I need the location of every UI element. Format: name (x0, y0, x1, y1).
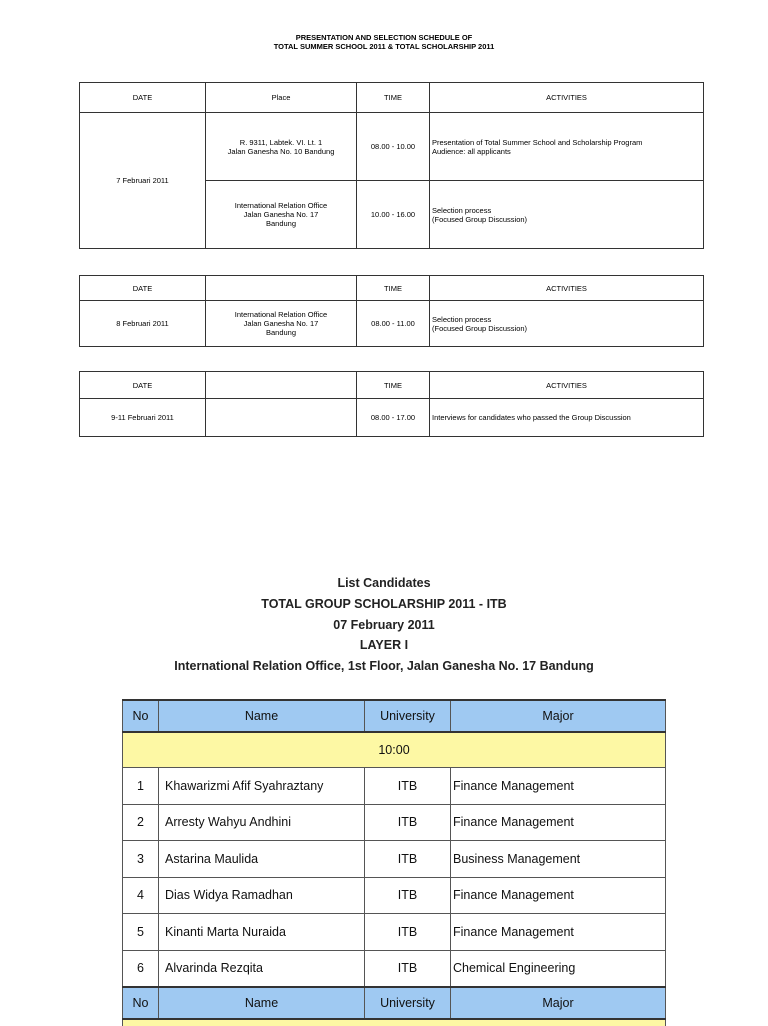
cell-no: 6 (123, 950, 159, 987)
activity-line: Audience: all applicants (432, 146, 511, 156)
schedule-table-2 (79, 275, 704, 347)
column-no: No (123, 987, 159, 1019)
cell-major: Business Management (451, 841, 666, 878)
candidate-list-heading (0, 573, 768, 677)
candidate-header-row-repeat (123, 987, 666, 1019)
schedule-table-3 (79, 371, 704, 437)
header-date: DATE (80, 83, 206, 113)
schedule-activity: Interviews for candidates who passed the Group Discussion (430, 399, 704, 437)
header-place (206, 276, 357, 301)
schedule-activity (430, 113, 704, 181)
schedule-time: 08.00 - 11.00 (357, 301, 430, 347)
column-major: Major (451, 987, 666, 1019)
cell-university: ITB (365, 768, 451, 805)
place-line: International Relation Office (234, 201, 328, 210)
heading-line-5: International Relation Office, 1st Floor, Jalan Ganesha No. 17 Bandung (174, 659, 594, 674)
place-line: International Relation Office (234, 310, 328, 319)
schedule-activity (430, 181, 704, 249)
cell-no: 4 (123, 877, 159, 914)
schedule-time: 08.00 - 10.00 (357, 113, 430, 181)
activity-line: Selection process (432, 205, 492, 215)
column-university: University (365, 700, 451, 732)
cell-major: Finance Management (451, 804, 666, 841)
heading-line-3: 07 February 2011 (333, 617, 435, 632)
cell-no: 1 (123, 768, 159, 805)
place-line: Jalan Ganesha No. 17 (243, 319, 319, 328)
activity-line: (Focused Group Discussion) (432, 323, 528, 333)
table-row (123, 950, 666, 987)
column-no: No (123, 700, 159, 732)
table-row (123, 841, 666, 878)
cell-university: ITB (365, 950, 451, 987)
cell-no: 5 (123, 914, 159, 951)
table-row (123, 877, 666, 914)
schedule-date: 7 Februari 2011 (80, 113, 206, 249)
header-time: TIME (357, 276, 430, 301)
schedule-table-1 (79, 82, 704, 249)
schedule-place (206, 301, 357, 347)
heading-line-1: List Candidates (337, 576, 431, 590)
column-name: Name (159, 700, 365, 732)
header-time: TIME (357, 372, 430, 399)
header-time: TIME (357, 83, 430, 113)
header-date: DATE (80, 276, 206, 301)
header-activities: ACTIVITIES (430, 83, 704, 113)
header-activities: ACTIVITIES (430, 372, 704, 399)
cell-name: Khawarizmi Afif Syahraztany (159, 768, 365, 805)
cell-major: Finance Management (451, 914, 666, 951)
candidate-header-row (123, 700, 666, 732)
heading-line-2: TOTAL GROUP SCHOLARSHIP 2011 - ITB (261, 596, 507, 611)
activity-line: Selection process (432, 314, 492, 324)
cell-university: ITB (365, 841, 451, 878)
title-line-2: TOTAL SUMMER SCHOOL 2011 & TOTAL SCHOLARSHIP 2011 (273, 42, 495, 51)
place-line: Bandung (265, 219, 297, 228)
place-line: Jalan Ganesha No. 17 (243, 210, 319, 219)
cell-name: Kinanti Marta Nuraida (159, 914, 365, 951)
schedule-place (206, 399, 357, 437)
schedule-row (80, 113, 704, 181)
schedule-time: 10.00 - 16.00 (357, 181, 430, 249)
time-slot-partial (123, 1019, 666, 1026)
table-row (123, 914, 666, 951)
schedule-row (80, 399, 704, 437)
time-slot-row-partial (123, 1019, 666, 1026)
activity-line: (Focused Group Discussion) (432, 214, 528, 224)
place-line: Jalan Ganesha No. 10 Bandung (227, 146, 335, 156)
cell-name: Arresty Wahyu Andhini (159, 804, 365, 841)
header-place (206, 372, 357, 399)
schedule-header-row (80, 372, 704, 399)
header-date: DATE (80, 372, 206, 399)
schedule-header-row (80, 83, 704, 113)
cell-name: Alvarinda Rezqita (159, 950, 365, 987)
heading-line-4: LAYER I (359, 638, 409, 653)
schedule-row (80, 301, 704, 347)
place-line: R. 9311, Labtek. VI. Lt. 1 (239, 137, 323, 147)
cell-no: 2 (123, 804, 159, 841)
schedule-place (206, 113, 357, 181)
title-line-1: PRESENTATION AND SELECTION SCHEDULE OF (295, 33, 473, 42)
schedule-date: 9-11 Februari 2011 (80, 399, 206, 437)
schedule-date: 8 Februari 2011 (80, 301, 206, 347)
table-row (123, 768, 666, 805)
header-place: Place (206, 83, 357, 113)
column-name: Name (159, 987, 365, 1019)
cell-university: ITB (365, 914, 451, 951)
activity-line: Presentation of Total Summer School and Scholarship Program (432, 137, 643, 147)
cell-major: Finance Management (451, 877, 666, 914)
schedule-time: 08.00 - 17.00 (357, 399, 430, 437)
cell-university: ITB (365, 877, 451, 914)
time-slot-row (123, 732, 666, 768)
cell-name: Astarina Maulida (159, 841, 365, 878)
candidate-table (122, 699, 666, 1026)
schedule-header-row (80, 276, 704, 301)
document-title (0, 33, 768, 51)
cell-major: Chemical Engineering (451, 950, 666, 987)
cell-name: Dias Widya Ramadhan (159, 877, 365, 914)
schedule-place (206, 181, 357, 249)
header-activities: ACTIVITIES (430, 276, 704, 301)
column-university: University (365, 987, 451, 1019)
column-major: Major (451, 700, 666, 732)
time-slot: 10:00 (123, 732, 666, 768)
table-row (123, 804, 666, 841)
place-line: Bandung (265, 328, 297, 337)
cell-university: ITB (365, 804, 451, 841)
cell-no: 3 (123, 841, 159, 878)
schedule-activity (430, 301, 704, 347)
cell-major: Finance Management (451, 768, 666, 805)
